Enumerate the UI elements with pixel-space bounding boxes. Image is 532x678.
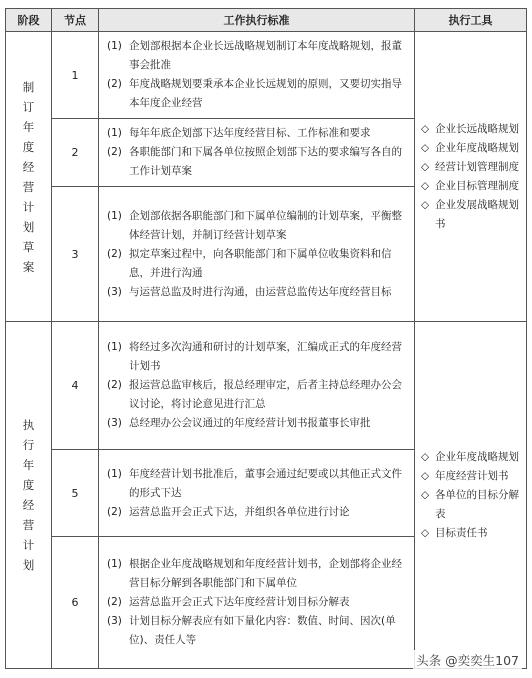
standard-item — [107, 612, 408, 650]
stage-char: 划 — [22, 219, 35, 234]
stage-char: 草 — [22, 239, 35, 254]
stage-char: 营 — [22, 179, 35, 194]
diamond-bullet-icon: ◇ — [421, 141, 430, 154]
standard-item — [107, 414, 408, 433]
node-number: 5 — [52, 450, 99, 537]
node-number: 6 — [52, 537, 99, 669]
stage-char: 营 — [22, 518, 35, 532]
standard-item — [107, 465, 408, 503]
item-text: 报运营总监审核后，报总经理审定，后者主持总经理办公会议讨论，将讨论意见进行汇总 — [129, 379, 402, 410]
standard-item — [107, 503, 408, 522]
item-number: (3) — [107, 417, 122, 429]
stage-cell — [6, 322, 52, 669]
item-text: 运营总监开会正式下达，并组织各单位进行讨论 — [129, 505, 350, 518]
standard-item — [107, 37, 408, 75]
watermark: 头条 @奕奕生107 — [413, 650, 522, 670]
item-number: (2) — [107, 78, 122, 90]
standard-cell — [99, 32, 415, 119]
standard-item — [107, 124, 408, 143]
item-text: 根据企业年度战略规划和年度经营计划书，企划部将企业经营目标分解到各职能部门和下属单位 — [129, 558, 402, 589]
diamond-bullet-icon: ◇ — [421, 450, 430, 463]
stage-char: 计 — [22, 538, 35, 552]
tool-text: 企业长远战略规划 — [435, 122, 519, 135]
tool-text: 企业目标管理制度 — [435, 179, 519, 192]
diamond-bullet-icon: ◇ — [421, 179, 430, 192]
diamond-bullet-icon: ◇ — [421, 488, 430, 501]
standard-item — [107, 207, 408, 245]
diamond-bullet-icon: ◇ — [421, 160, 430, 173]
header-stage: 阶段 — [6, 9, 52, 32]
node-number: 2 — [52, 119, 99, 187]
table-row — [6, 32, 527, 119]
standard-item — [107, 245, 408, 283]
item-number: (2) — [107, 146, 122, 158]
tool-text: 目标责任书 — [435, 526, 488, 539]
table-row — [6, 322, 527, 450]
diamond-bullet-icon: ◇ — [421, 198, 430, 211]
tool-item — [421, 196, 522, 234]
diamond-bullet-icon: ◇ — [421, 469, 430, 482]
tool-item — [421, 448, 522, 467]
stage-cell — [6, 32, 52, 322]
tools-cell — [415, 322, 527, 669]
item-number: (2) — [107, 379, 122, 391]
stage-char: 年 — [22, 458, 35, 472]
stage-char: 制 — [22, 79, 35, 94]
item-text: 运营总监开会正式下达年度经营计划目标分解表 — [129, 596, 350, 608]
standard-cell — [99, 450, 415, 537]
standard-item — [107, 338, 408, 376]
tools-cell — [415, 32, 527, 322]
table-body — [6, 32, 527, 669]
stage-char: 计 — [22, 199, 35, 214]
tool-text: 经营计划管理制度 — [435, 160, 519, 173]
tool-item — [421, 467, 522, 486]
item-text: 拟定草案过程中，向各职能部门和下属单位收集资料和信息，并进行沟通 — [129, 247, 392, 279]
stage-char: 经 — [22, 159, 35, 174]
item-text: 年度经营计划书批准后，董事会通过纪要或以其他正式文件的形式下达 — [129, 467, 402, 499]
tool-item — [421, 177, 522, 196]
header-tools: 执行工具 — [415, 9, 527, 32]
item-text: 年度战略规划要秉承本企业长远规划的原则，又要切实指导本年度企业经营 — [129, 78, 402, 109]
tool-text: 企业年度战略规划 — [435, 141, 519, 154]
header-standard: 工作执行标准 — [99, 9, 415, 32]
standard-item — [107, 376, 408, 414]
item-text: 将经过多次沟通和研讨的计划草案，汇编成正式的年度经营计划书 — [129, 341, 402, 372]
standard-item — [107, 283, 408, 302]
item-text: 计划目标分解表应有如下量化内容：数值、时间、因次(单位)、责任人等 — [129, 615, 396, 646]
standard-item — [107, 75, 408, 113]
standard-item — [107, 143, 408, 181]
diamond-bullet-icon: ◇ — [421, 122, 430, 135]
tool-text: 年度经营计划书 — [435, 469, 509, 482]
stage-char: 划 — [22, 558, 35, 572]
tool-item — [421, 158, 522, 177]
tool-item — [421, 524, 522, 543]
stage-char: 执 — [22, 418, 35, 432]
item-number: (1) — [107, 558, 122, 570]
stage-char: 度 — [22, 478, 35, 492]
header-row — [6, 9, 527, 32]
item-number: (3) — [107, 615, 122, 627]
tool-item — [421, 120, 522, 139]
item-text: 企划部根据本企业长远战略规划制订本年度战略规划，报董事会批准 — [129, 40, 402, 71]
tool-item — [421, 139, 522, 158]
node-number: 3 — [52, 187, 99, 322]
tool-text: 企业发展战略规划书 — [435, 198, 519, 230]
item-text: 总经理办公会议通过的年度经营计划书报董事长审批 — [129, 417, 371, 429]
standard-item — [107, 555, 408, 593]
execution-standard-table — [5, 8, 527, 669]
item-number: (1) — [107, 127, 122, 139]
standard-cell — [99, 537, 415, 669]
stage-char: 案 — [22, 259, 35, 274]
diamond-bullet-icon: ◇ — [421, 526, 430, 539]
tool-item — [421, 486, 522, 524]
item-number: (1) — [107, 209, 122, 222]
item-text: 每年年底企划部下达年度经营目标、工作标准和要求 — [129, 127, 371, 139]
item-number: (3) — [107, 285, 122, 298]
item-text: 企划部依据各职能部门和下属单位编制的计划草案，平衡整体经营计划，并制订经营计划草案 — [129, 209, 402, 241]
standard-cell — [99, 322, 415, 450]
item-number: (2) — [107, 505, 122, 518]
stage-char: 行 — [22, 438, 35, 452]
stage-char: 年 — [22, 119, 35, 134]
stage-char: 订 — [22, 99, 35, 114]
standard-item — [107, 593, 408, 612]
standard-cell — [99, 187, 415, 322]
item-number: (1) — [107, 467, 122, 480]
standard-cell — [99, 119, 415, 187]
stage-char: 经 — [22, 498, 35, 512]
item-number: (2) — [107, 247, 122, 260]
tool-text: 各单位的目标分解表 — [435, 488, 519, 520]
tool-text: 企业年度战略规划 — [435, 450, 519, 463]
item-text: 与运营总监及时进行沟通，由运营总监传达年度经营目标 — [129, 285, 392, 298]
header-node: 节点 — [52, 9, 99, 32]
item-number: (2) — [107, 596, 122, 608]
node-number: 4 — [52, 322, 99, 450]
item-number: (1) — [107, 40, 122, 52]
item-number: (1) — [107, 341, 122, 353]
node-number: 1 — [52, 32, 99, 119]
item-text: 各职能部门和下属各单位按照企划部下达的要求编写各自的工作计划草案 — [129, 146, 402, 177]
stage-char: 度 — [22, 139, 35, 154]
